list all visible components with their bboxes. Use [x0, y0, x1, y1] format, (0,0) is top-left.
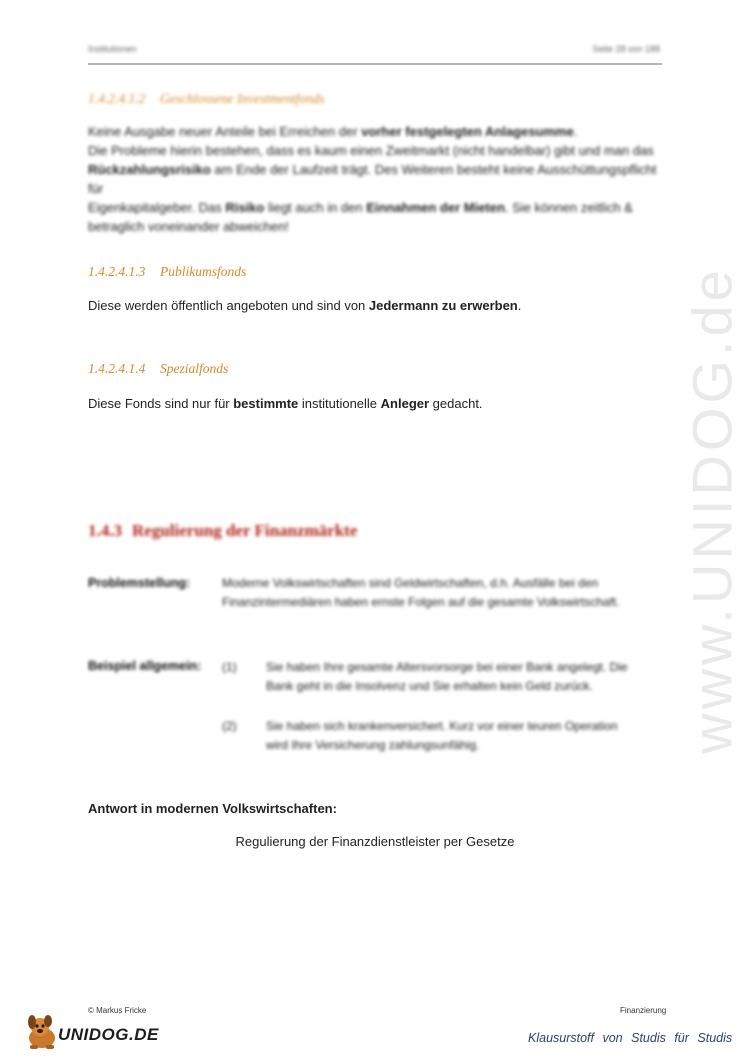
text-span: am Ende der Laufzeit trägt. Des Weiteren besteht keine Ausschüttungspflicht für — [88, 162, 657, 196]
footer-subject: Finanzierung — [620, 1006, 667, 1015]
header-left: Institutionen — [88, 44, 137, 54]
text-bold: vorher festgelegten Anlagesumme — [361, 124, 574, 139]
text-span: Diese werden öffentlich angeboten und sind von — [88, 298, 369, 313]
paragraph-line: Sie haben sich krankenversichert. Kurz vor einer teuren Operation — [266, 719, 618, 733]
logo-text: UNIDOG.DE — [58, 1025, 159, 1044]
text-bold: Anleger — [380, 396, 430, 411]
paragraph-line: Die Probleme hierin bestehen, dass es kaum einen Zweitmarkt (nicht handelbar) gibt und man das — [88, 143, 654, 158]
header-rule — [88, 63, 662, 65]
paragraph-line — [88, 122, 668, 141]
text-span: . Sie können zeitlich & — [504, 200, 633, 215]
unidog-logo — [22, 1013, 157, 1053]
text-span: . — [573, 124, 578, 139]
text-bold: Einnahmen der Mieten — [366, 200, 505, 215]
header-right: Seite 28 von 188 — [592, 44, 660, 54]
paragraph-spezialfonds — [88, 394, 483, 413]
heading-number: 1.4.2.4.1.3 — [88, 264, 146, 279]
paragraph-line — [88, 198, 668, 217]
example-item-2 — [266, 717, 666, 755]
text-span: . — [517, 298, 522, 313]
paragraph-line: Moderne Volkswirtschaften sind Geldwirtschaften, d.h. Ausfälle bei den — [222, 576, 599, 590]
example-item-number: (2) — [222, 719, 237, 733]
text-bold: Rückzahlungsrisiko — [88, 162, 211, 177]
heading-title: Publikumsfonds — [160, 264, 247, 279]
problem-label: Problemstellung: — [88, 576, 191, 590]
heading-spezialfonds — [88, 361, 228, 377]
heading-geschlossene-investmentfonds — [88, 91, 325, 107]
text-span: gedacht. — [429, 396, 483, 411]
paragraph-line: Sie haben Ihre gesamte Altersvorsorge bei einer Bank angelegt. Die — [266, 660, 628, 674]
paragraph-line: Finanzintermediären haben ernste Folgen auf die gesamte Volkswirtschaft. — [222, 595, 620, 609]
heading-regulierung — [88, 521, 357, 541]
example-item-number: (1) — [222, 660, 237, 674]
example-item-1 — [266, 658, 666, 696]
text-bold: bestimmte — [233, 396, 299, 411]
watermark-text: www.UNIDOG.de — [680, 266, 744, 754]
paragraph-publikumsfonds — [88, 296, 521, 315]
text-span: Keine Ausgabe neuer Anteile bei Erreichen der — [88, 124, 362, 139]
text-bold: Jedermann zu erwerben — [368, 298, 518, 313]
heading-number: 1.4.2.4.1.2 — [88, 91, 146, 106]
heading-number: 1.4.2.4.1.4 — [88, 361, 146, 376]
heading-title: Geschlossene Investmentfonds — [160, 91, 325, 106]
problem-text — [222, 574, 662, 612]
heading-publikumsfonds — [88, 264, 246, 280]
heading-title: Spezialfonds — [160, 361, 229, 376]
paragraph-line — [88, 160, 668, 198]
example-label: Beispiel allgemein: — [88, 659, 202, 673]
paragraph-line: wird Ihre Versicherung zahlungsunfähig. — [266, 738, 480, 752]
text-span: liegt auch in den — [264, 200, 367, 215]
heading-number: 1.4.3 — [88, 521, 122, 540]
footer-slogan: Klausurstoff von Studis für Studis — [528, 1031, 733, 1045]
paragraph-geschlossene — [88, 122, 668, 236]
text-span: Diese Fonds sind nur für — [88, 396, 234, 411]
answer-text: Regulierung der Finanzdienstleister per Gesetze — [235, 834, 515, 849]
paragraph-line: betraglich voneinander abweichen! — [88, 219, 289, 234]
dog-icon — [22, 1013, 62, 1051]
text-bold: Risiko — [225, 200, 265, 215]
text-span: Eigenkapitalgeber. Das — [88, 200, 226, 215]
text-span: institutionelle — [298, 396, 381, 411]
heading-title: Regulierung der Finanzmärkte — [132, 521, 358, 540]
paragraph-line: Bank geht in die Insolvenz und Sie erhalten kein Geld zurück. — [266, 679, 593, 693]
answer-label: Antwort in modernen Volkswirtschaften: — [88, 801, 337, 816]
footer-author: © Markus Fricke — [88, 1006, 147, 1015]
